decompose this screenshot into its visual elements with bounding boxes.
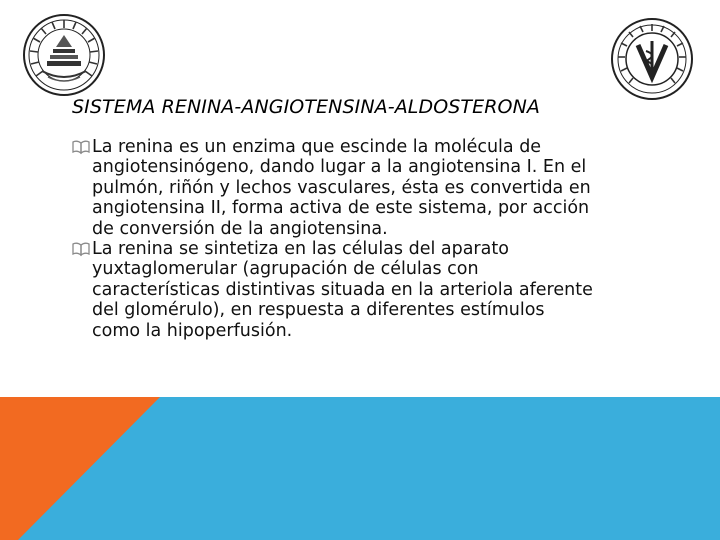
bullet-line: de conversión de la angiotensina. xyxy=(92,218,388,239)
bullet-line: del glomérulo), en respuesta a diferentes estímulos xyxy=(92,300,545,321)
bullet-line: La renina es un enzima que escinde la molécula de xyxy=(92,137,542,157)
bullet-line: características distintivas situada en la arteriola aferente xyxy=(92,279,593,300)
bullet-item xyxy=(72,137,672,239)
bullet-line: yuxtaglomerular (agrupación de células con xyxy=(92,259,479,280)
bullet-line: como la hipoperfusión. xyxy=(92,320,293,341)
slide-title: SISTEMA RENINA-ANGIOTENSINA-ALDOSTERONA xyxy=(72,96,541,118)
bullet-line: angiotensinógeno, dando lugar a la angiotensina I. En el xyxy=(92,157,587,178)
university-seal-icon xyxy=(22,13,106,97)
bottom-color-band xyxy=(0,397,720,540)
bullet-item xyxy=(72,239,672,341)
veterinary-faculty-seal-icon xyxy=(610,17,694,101)
bullet-line: La renina se sintetiza en las células del aparato xyxy=(92,239,509,260)
bullet-line: pulmón, riñón y lechos vasculares, ésta es convertida en xyxy=(92,177,591,198)
open-book-icon xyxy=(72,139,90,155)
bullet-line: angiotensina II, forma activa de este sistema, por acción xyxy=(92,198,590,219)
bullet-list xyxy=(72,137,672,341)
open-book-icon xyxy=(72,241,90,257)
